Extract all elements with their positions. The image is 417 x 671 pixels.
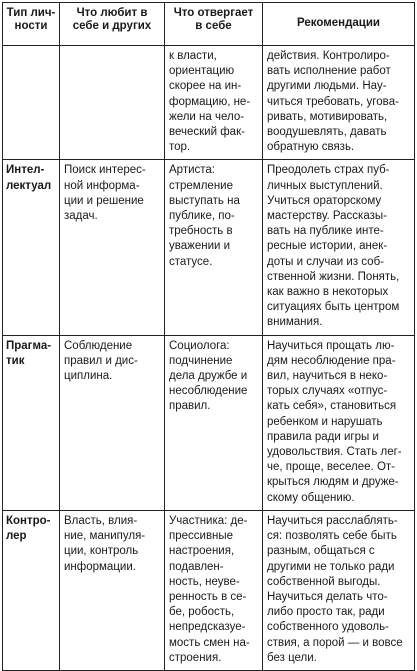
cell-line: ся: позволять себе быть — [267, 530, 397, 543]
header-line: себе и других — [72, 20, 152, 32]
cell-line: требность в — [169, 225, 233, 238]
cell-line: Интел- — [6, 164, 45, 177]
cell-line: Научиться делать что- — [267, 590, 388, 603]
cell-rejects — [165, 510, 263, 670]
cell-line: ребенком и нарушать — [267, 415, 383, 428]
cell-line: выступать на — [169, 194, 240, 207]
cell-line: ции, контроль — [64, 545, 139, 558]
cell-line: Научиться расслаблять- — [267, 514, 398, 527]
cell-line: ность, неуве- — [169, 575, 240, 588]
cell-line: дела дружбе и — [169, 370, 248, 383]
cell-line: Учиться ораторскому — [267, 194, 382, 207]
cell-line: собственной выгоды. — [267, 575, 381, 588]
cell-line: вил, научиться в неко- — [267, 370, 388, 383]
table-row — [3, 335, 415, 510]
cell-line: правил и дис- — [64, 354, 138, 367]
cell-line: уважении и — [169, 240, 231, 253]
cell-line: ствия, а порой — и вовсе — [267, 636, 403, 649]
cell-line: подавлен- — [169, 560, 224, 573]
cell-line: разным, общаться с — [267, 545, 375, 558]
cell-line: правила ради игры и — [267, 430, 379, 443]
header-line: ности — [14, 20, 48, 32]
cell-line: че, проще, веселее. От- — [267, 461, 395, 474]
cell-line: бе, робость, — [169, 606, 235, 619]
cell-line: торых случаях «отпус- — [267, 385, 388, 398]
cell-line: другими людьми. Нау- — [267, 80, 387, 93]
cell-line: стремление — [169, 179, 233, 192]
cell-line: мость смен на- — [169, 636, 250, 649]
cell-line: тик — [6, 354, 25, 367]
cell-loves — [60, 510, 165, 670]
cell-line: Власть, влия- — [64, 514, 138, 527]
cell-line: тор. — [169, 141, 191, 154]
cell-line: веческий фак- — [169, 126, 245, 139]
cell-rejects — [165, 335, 263, 510]
cell-line: ситуациях быть центром — [267, 301, 400, 314]
table-row — [3, 46, 415, 160]
cell-line: ривать, мотивировать, — [267, 110, 388, 123]
cell-recommendations — [263, 46, 415, 160]
cell-line: циплина. — [64, 370, 113, 383]
cell-line: Соблюдение — [64, 339, 133, 352]
cell-personality-type — [3, 160, 60, 335]
table-row — [3, 510, 415, 670]
document-page — [2, 2, 414, 664]
cell-personality-type — [3, 510, 60, 670]
cell-line: крыться людям и друже- — [267, 476, 399, 489]
cell-line: обратную связь. — [267, 141, 355, 154]
cell-line: скому общению. — [267, 491, 355, 504]
table-row — [3, 160, 415, 335]
cell-line: Социолога: — [169, 339, 230, 352]
cell-line: ориентацию — [169, 65, 235, 78]
header-personality-type — [3, 3, 60, 46]
cell-line: дям несоблюдение пра- — [267, 354, 396, 367]
cell-personality-type — [3, 335, 60, 510]
cell-line: несоблюдение — [169, 385, 248, 398]
cell-line: воодушевлять, давать — [267, 126, 387, 139]
cell-line: подчинение — [169, 354, 233, 367]
header-recommendations — [263, 3, 415, 46]
cell-line: ние, манипуля- — [64, 530, 146, 543]
cell-loves — [60, 46, 165, 160]
personality-table — [2, 2, 415, 671]
cell-line: Научиться прощать лю- — [267, 339, 395, 352]
cell-line: ной информа- — [64, 179, 140, 192]
cell-line: доты и случаи из соб- — [267, 255, 384, 268]
cell-recommendations — [263, 160, 415, 335]
cell-line: статусе. — [169, 255, 213, 268]
cell-line: действия. Контролиро- — [267, 50, 390, 62]
cell-line: без цели. — [267, 651, 317, 664]
cell-line: к власти, — [169, 50, 217, 62]
cell-line: либо просто так, ради — [267, 606, 385, 619]
header-line: Что отвергает — [173, 7, 254, 19]
cell-loves — [60, 335, 165, 510]
cell-line: жели на чело- — [169, 110, 245, 123]
cell-loves — [60, 160, 165, 335]
cell-line: лер — [6, 530, 27, 543]
cell-line: удовольствия. Стать лег- — [267, 446, 402, 459]
cell-line: Прагма- — [6, 339, 52, 352]
cell-line: личных выступлений. — [267, 179, 383, 192]
cell-line: настроения, — [169, 545, 235, 558]
cell-line: задач. — [64, 210, 98, 223]
cell-line: информации. — [64, 560, 136, 573]
cell-line: прессивные — [169, 530, 234, 543]
header-line: Рекомендации — [296, 17, 380, 29]
cell-rejects — [165, 46, 263, 160]
cell-line: другими не только ради — [267, 560, 395, 573]
cell-line: ресные истории, анек- — [267, 240, 388, 253]
cell-line: скорее на ин- — [169, 80, 242, 93]
cell-line: ственной жизни. Понять, — [267, 270, 400, 283]
cell-line: лектуал — [6, 179, 52, 192]
cell-line: формацию, не- — [169, 95, 251, 108]
cell-line: Артиста: — [169, 164, 215, 177]
header-row — [3, 3, 415, 46]
cell-line: публике, по- — [169, 210, 235, 223]
cell-line: правил. — [169, 400, 211, 413]
cell-line: вать исполнение работ — [267, 65, 391, 78]
cell-personality-type — [3, 46, 60, 160]
cell-recommendations — [263, 335, 415, 510]
cell-line: внимания. — [267, 316, 323, 329]
cell-line: Контро- — [6, 514, 51, 527]
cell-recommendations — [263, 510, 415, 670]
header-line: в себе — [195, 20, 232, 32]
header-rejects — [165, 3, 263, 46]
cell-line: ренность в се- — [169, 590, 247, 603]
cell-line: собственного удоволь- — [267, 621, 389, 634]
header-line: Тип лич- — [6, 7, 56, 19]
header-line: Что любит в — [76, 7, 148, 19]
table-body — [3, 46, 415, 671]
cell-line: читься требовать, уговa- — [267, 95, 399, 108]
cell-line: строения. — [169, 651, 222, 664]
cell-line: кать себя», становиться — [267, 400, 397, 413]
cell-line: Участника: де- — [169, 514, 248, 527]
cell-line: как важно в некоторых — [267, 286, 389, 299]
header-loves — [60, 3, 165, 46]
cell-line: вать на публике инте- — [267, 225, 384, 238]
cell-line: Преодолеть страх пуб- — [267, 164, 390, 177]
cell-line: мастерству. Рассказы- — [267, 210, 387, 223]
cell-rejects — [165, 160, 263, 335]
cell-line: непредсказуе- — [169, 621, 246, 634]
cell-line: ции и решение — [64, 194, 144, 207]
cell-line: Поиск интерес- — [64, 164, 146, 177]
